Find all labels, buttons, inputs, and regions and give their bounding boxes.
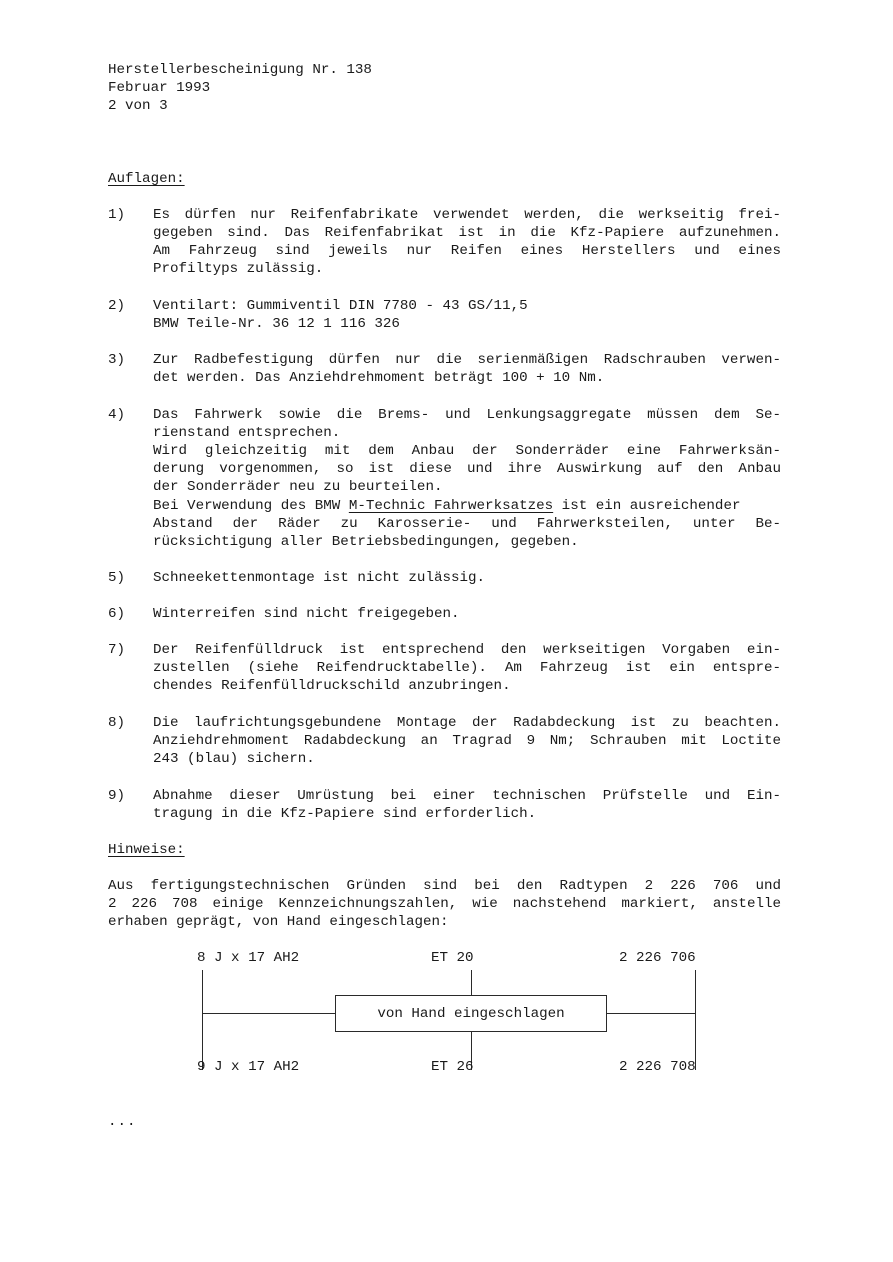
item-number: 2) — [108, 298, 126, 314]
underlined-term: M-Technic Fahrwerksatzes — [348, 498, 554, 514]
hinweise-text-line: Aus fertigungstechnischen Gründen sind bei den Radtypen 2 226 706 und — [108, 878, 781, 894]
right-connector-line — [695, 970, 696, 1070]
item-text-line: Wird gleichzeitig mit dem Anbau der Sonderräder eine Fahrwerksän- — [153, 443, 781, 459]
item-text-line: Profiltyps zulässig. — [153, 261, 324, 277]
hinweise-text-line: 2 226 708 einige Kennzeichnungszahlen, wie nachstehend markiert, anstelle — [108, 896, 781, 912]
item-text-line: Anziehdrehmoment Radabdeckung an Tragrad 9 Nm; Schrauben mit Loctite — [153, 733, 781, 749]
item-text-line: Am Fahrzeug sind jeweils nur Reifen eines Herstellers und eines — [153, 243, 781, 259]
page-number: 2 von 3 — [108, 98, 168, 114]
item-number: 5) — [108, 570, 126, 586]
item-text-line: Das Fahrwerk sowie die Brems- und Lenkungsaggregate müssen dem Se- — [153, 407, 781, 423]
item-text-line: chendes Reifenfülldruckschild anzubringen. — [153, 678, 511, 694]
auflagen-heading: Auflagen: — [108, 171, 185, 187]
label-bottom-right: 2 226 708 — [619, 1059, 696, 1075]
text-segment: Bei Verwendung des BMW — [153, 498, 349, 514]
item-number: 4) — [108, 407, 126, 423]
left-connector-line — [202, 970, 203, 1070]
text-segment: ist ein ausreichender — [553, 498, 741, 514]
hinweise-text-line: erhaben geprägt, von Hand eingeschlagen: — [108, 914, 449, 930]
item-text-line: det werden. Das Anziehdrehmoment beträgt 100 + 10 Nm. — [153, 370, 605, 386]
label-bottom-center: ET 26 — [431, 1059, 474, 1075]
document-date: Februar 1993 — [108, 80, 211, 96]
item-text-line-underlined — [153, 497, 781, 515]
hinweise-heading: Hinweise: — [108, 842, 185, 858]
item-text-line: Schneekettenmontage ist nicht zulässig. — [153, 570, 486, 586]
item-text-line: 243 (blau) sichern. — [153, 751, 315, 767]
item-text-line: rücksichtigung aller Betriebsbedingungen, gegeben. — [153, 534, 579, 550]
hand-stamped-box — [335, 995, 607, 1032]
label-top-right: 2 226 706 — [619, 950, 696, 966]
item-text-line: Abstand der Räder zu Karosserie- und Fahrwerksteilen, unter Be- — [153, 516, 781, 532]
item-text-line: tragung in die Kfz-Papiere sind erforderlich. — [153, 806, 537, 822]
item-text-line: der Sonderräder neu zu beurteilen. — [153, 479, 443, 495]
item-text-line: derung vorgenommen, so ist diese und ihre Auswirkung auf den Anbau — [153, 461, 781, 477]
item-number: 7) — [108, 642, 126, 658]
document-title: Herstellerbescheinigung Nr. 138 — [108, 62, 372, 78]
label-top-left: 8 J x 17 AH2 — [197, 950, 300, 966]
item-text-line: Die laufrichtungsgebundene Montage der Radabdeckung ist zu beachten. — [153, 715, 781, 731]
item-text-line: Der Reifenfülldruck ist entsprechend den werkseitigen Vorgaben ein- — [153, 642, 781, 658]
left-horizontal-line — [202, 1013, 336, 1014]
item-number: 3) — [108, 352, 126, 368]
label-top-center: ET 20 — [431, 950, 474, 966]
box-label: von Hand eingeschlagen — [377, 1005, 565, 1022]
right-horizontal-line — [605, 1013, 696, 1014]
item-number: 9) — [108, 788, 126, 804]
label-bottom-left: 9 J x 17 AH2 — [197, 1059, 300, 1075]
center-top-connector-line — [471, 970, 472, 996]
item-text-line: zustellen (siehe Reifendrucktabelle). Am Fahrzeug ist ein entspre- — [153, 660, 781, 676]
item-text-line: BMW Teile-Nr. 36 12 1 116 326 — [153, 316, 400, 332]
item-text-line: Winterreifen sind nicht freigegeben. — [153, 606, 460, 622]
item-text-line: rienstand entsprechen. — [153, 425, 341, 441]
item-text-line: Abnahme dieser Umrüstung bei einer technischen Prüfstelle und Ein- — [153, 788, 781, 804]
continuation-ellipsis: ... — [108, 1114, 137, 1130]
item-number: 6) — [108, 606, 126, 622]
item-text-line: gegeben sind. Das Reifenfabrikat ist in die Kfz-Papiere aufzunehmen. — [153, 225, 781, 241]
item-text-line: Zur Radbefestigung dürfen nur die serienmäßigen Radschrauben verwen- — [153, 352, 781, 368]
item-text-line: Es dürfen nur Reifenfabrikate verwendet werden, die werkseitig frei- — [153, 207, 781, 223]
item-number: 1) — [108, 207, 126, 223]
item-text-line: Ventilart: Gummiventil DIN 7780 - 43 GS/11,5 — [153, 298, 528, 314]
item-number: 8) — [108, 715, 126, 731]
